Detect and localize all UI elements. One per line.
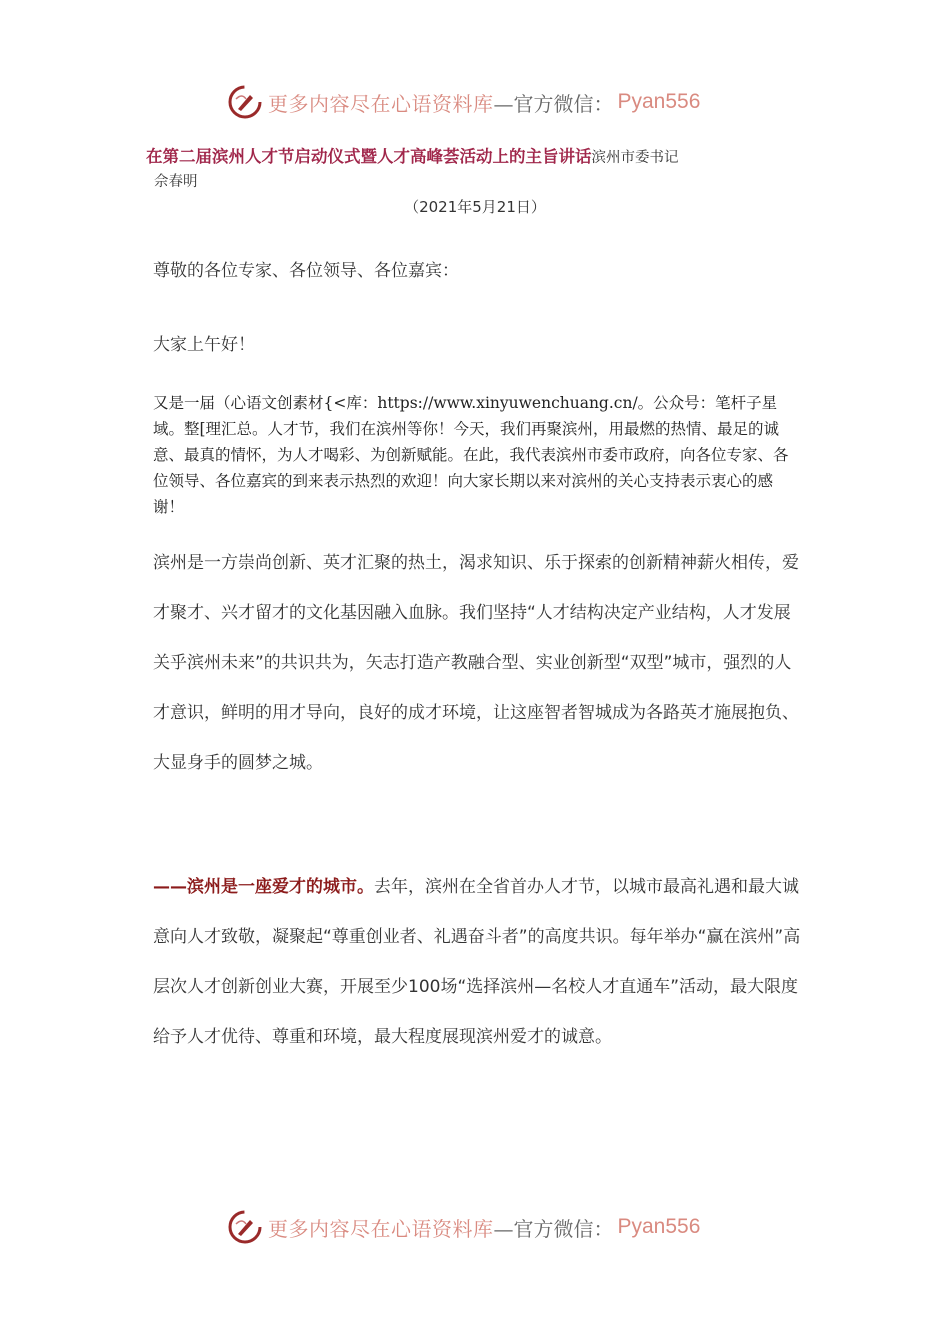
header-banner (228, 82, 728, 122)
paragraph-1: 又是一届（心语文创素材{<库：https://www.xinyuwenchuang.cn/。公众号：笔杆子星域。整[理汇总。人才节，我们在滨州等你！今天，我们再聚滨州，用最燃的热情、最足的诚意、最真的情怀，为人才喝彩、为创新赋能。在此，我代表滨州市委市政府，向各位专家、各位领导、各位嘉宾的到来表示热烈的欢迎！向大家长期以来对滨州的关心支持表示衷心的感谢！ (153, 394, 789, 516)
document-title-block (146, 145, 826, 194)
greeting: 大家上午好！ (153, 335, 255, 355)
banner-wechat-id: Pyan556 (617, 90, 701, 113)
salutation: 尊敬的各位专家、各位领导、各位嘉宾： (153, 261, 459, 281)
paragraph-2: 滨州是一方崇尚创新、英才汇聚的热土，渴求知识、乐于探索的创新精神薪火相传，爱才聚才、兴才留才的文化基因融入血脉。我们坚持“人才结构决定产业结构，人才发展关乎滨州未来”的共识共为，矢志打造产教融合型、实业创新型“双型”城市，强烈的人才意识，鲜明的用才导向，良好的成才环境，让这座智者智城成为各路英才施展抱负、大显身手的圆梦之城。 (153, 553, 799, 773)
document-title: 在第二届滨州人才节启动仪式暨人才高峰荟活动上的主旨讲话 (146, 147, 592, 166)
footer-banner (228, 1207, 728, 1247)
paragraph-3-heading: ——滨州是一座爱才的城市。 (153, 877, 374, 897)
speech-date: （2021年5月21日） (404, 198, 546, 216)
quill-logo-icon (228, 1210, 262, 1244)
speaker-role: 滨州市委书记 (591, 150, 679, 166)
paragraph-3-body: 去年，滨州在全省首办人才节，以城市最高礼遇和最大诚意向人才致敬，凝聚起“尊重创业者、礼遇奋斗者”的高度共识。每年举办“赢在滨州”高层次人才创新创业大赛，开展至少100场“选择滨州—名校人才直通车”活动，最大限度给予人才优待、尊重和环境，最大程度展现滨州爱才的诚意。 (153, 877, 801, 1047)
banner-wechat-id: Pyan556 (617, 1215, 701, 1238)
banner-dash-text: —官方微信： (493, 91, 614, 116)
banner-brand-text: 更多内容尽在心语资料库 (268, 1216, 494, 1241)
banner-brand-text: 更多内容尽在心语资料库 (268, 91, 494, 116)
banner-dash-text: —官方微信： (493, 1216, 614, 1241)
quill-logo-icon (228, 85, 262, 119)
paragraph-3 (153, 862, 803, 1062)
speaker-name: 佘春明 (154, 174, 198, 190)
